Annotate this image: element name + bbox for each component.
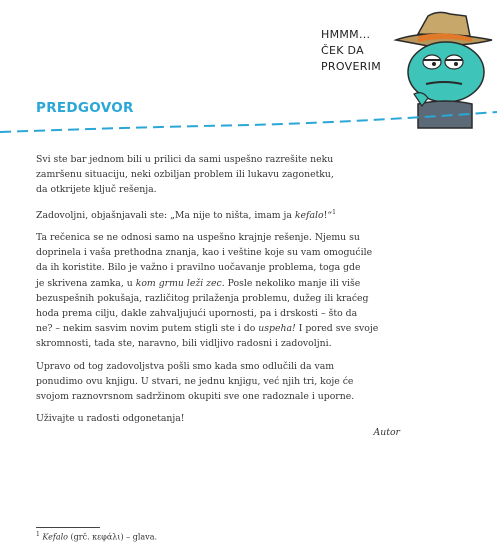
- text-line: bezuspešnih pokušaja, različitog prilaženja problemu, dužeg ili kraćeg: [36, 292, 369, 304]
- text-line: je skrivena zamka, u: [36, 277, 136, 289]
- text-line: Ta rečenica se ne odnosi samo na uspešno krajnje rešenje. Njemu su: [36, 231, 360, 243]
- paragraph: [36, 411, 416, 426]
- text-line: zamršenu situaciju, neki ozbiljan problem ili lukavu zagonetku,: [36, 169, 334, 181]
- text-line: da otkrijete ključ rešenja.: [36, 184, 157, 196]
- footnote-marker: 1: [332, 208, 336, 216]
- text-line: ponudimo ovu knjigu. U stvari, ne jednu knjigu, već njih tri, koje će: [36, 375, 354, 387]
- text-line: Upravo od tog zadovoljstva pošli smo kada smo odlučili da vam: [36, 360, 335, 372]
- speech-line: PROVERIM: [321, 60, 381, 73]
- dashed-divider: [0, 110, 497, 140]
- footnote-rule: [36, 527, 100, 528]
- text-line: ne? – nekim sasvim novim putem stigli ste i do: [36, 323, 259, 335]
- text-line: doprinela i vaša prethodna znanja, kao i veštine koje su vam omogućile: [36, 247, 373, 259]
- text-line: I pored sve svoje: [295, 323, 379, 335]
- footnote: [36, 530, 157, 543]
- text-line: hoda prema cilju, dakle zahvaljujući upornosti, pa i drskosti – što da: [36, 307, 358, 319]
- emphasis: kefalo: [294, 209, 324, 221]
- emphasis: uspeha!: [258, 323, 296, 335]
- paragraph: [36, 359, 416, 405]
- footnote-text: (grč. κεφάλι) – glava.: [67, 532, 158, 542]
- footnote-number: 1: [36, 531, 40, 538]
- page-title: PREDGOVOR: [36, 100, 134, 116]
- preface-body: [36, 152, 416, 433]
- text-line: Svi ste bar jednom bili u prilici da sami uspešno razrešite neku: [36, 154, 334, 165]
- author-signature: Autor: [373, 427, 400, 438]
- text-line: Uživajte u radosti odgonetanja!: [36, 413, 185, 425]
- speech-line: HMMM...: [321, 28, 371, 41]
- paragraph: [36, 152, 416, 198]
- text-line: . Posle nekoliko manje ili više: [221, 277, 361, 289]
- paragraph: [36, 205, 416, 223]
- text-line: svojom raznovrsnom sadržinom okupiti sve one radoznale i uporne.: [36, 390, 355, 402]
- text-line: skromnosti, tada ste, naravno, bili vidljivo radosni i zadovoljni.: [36, 338, 332, 350]
- text-line: Zadovoljni, objašnjavali ste: „Ma nije to ništa, imam ja: [36, 209, 295, 221]
- paragraph: [36, 230, 416, 352]
- text-line: da ih koristite. Bilo je važno i pravilno uočavanje problema, toga gde: [36, 262, 361, 274]
- footnote-term: Kefalo: [42, 532, 68, 542]
- speech-line: ČEK DA: [321, 44, 364, 57]
- text-line: !“: [323, 209, 333, 221]
- emphasis: kom grmu leži zec: [135, 277, 222, 289]
